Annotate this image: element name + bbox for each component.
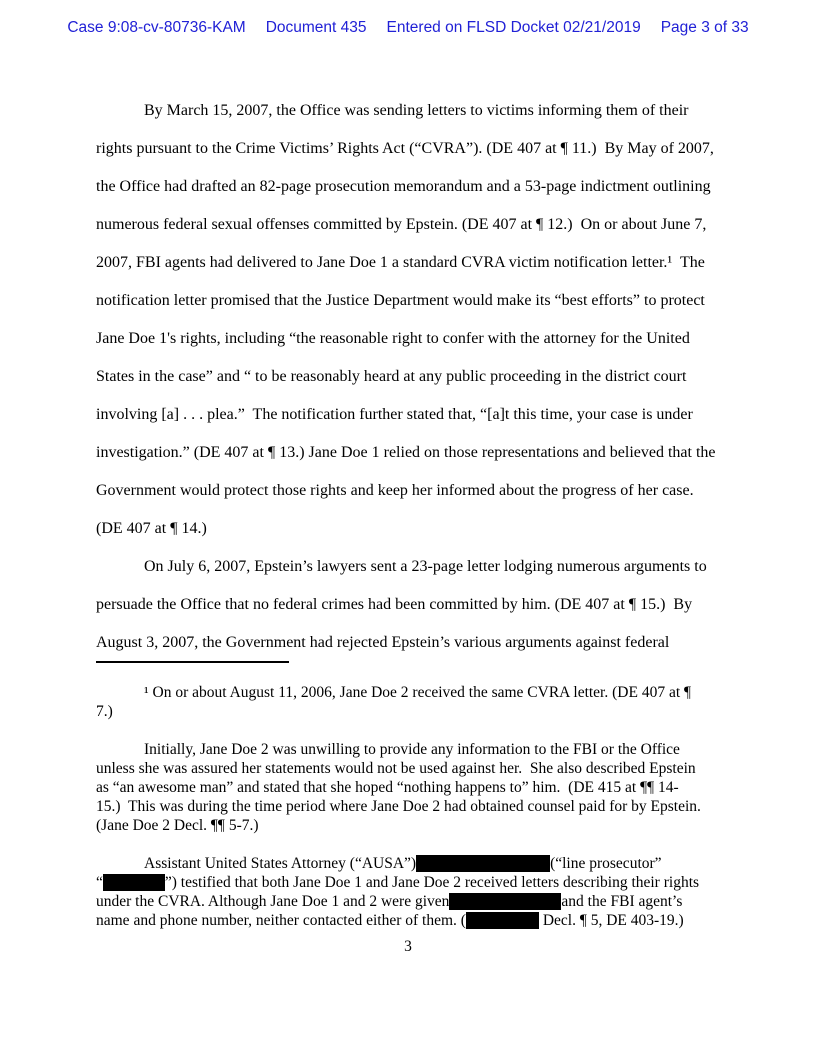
footnotes-section xyxy=(96,683,724,930)
text-segment: and the FBI agent’s xyxy=(561,893,683,910)
footnote-separator-rule xyxy=(96,661,289,663)
footnote-2 xyxy=(96,740,724,835)
redaction-bar xyxy=(449,893,561,910)
body-paragraph-1 xyxy=(96,92,724,548)
text-line: Jane Doe 1's rights, including “the reasonable right to confer with the attorney for the United xyxy=(96,330,690,347)
text-line: States in the case” and “ to be reasonably heard at any public proceeding in the district court xyxy=(96,368,687,385)
docket-stamp-document: Document 435 xyxy=(265,19,367,36)
text-segment: name and phone number, neither contacted either of them. ( xyxy=(96,912,466,929)
text-segment: (“line prosecutor” xyxy=(550,855,662,872)
text-line: involving [a] . . . plea.” The notification further stated that, “[a]t this time, your case is under xyxy=(96,406,693,423)
text-line: By March 15, 2007, the Office was sending letters to victims informing them of their xyxy=(144,102,689,119)
text-line: investigation.” (DE 407 at ¶ 13.) Jane Doe 1 relied on those representations and believed that the xyxy=(96,444,716,461)
docket-stamp-page: Page 3 of 33 xyxy=(660,19,749,36)
text-line: Initially, Jane Doe 2 was unwilling to provide any information to the FBI or the Office xyxy=(144,741,680,758)
docket-stamp-entered: Entered on FLSD Docket 02/21/2019 xyxy=(386,19,641,36)
text-line: (DE 407 at ¶ 14.) xyxy=(96,520,207,537)
text-line xyxy=(96,873,724,892)
text-line: 2007, FBI agents had delivered to Jane Doe 1 a standard CVRA victim notification letter.¹ The xyxy=(96,254,705,271)
text-segment: ”) testified that both Jane Doe 1 and Jane Doe 2 received letters describing their rights xyxy=(164,874,700,891)
document-body xyxy=(96,92,724,662)
page-number: 3 xyxy=(404,938,412,955)
text-line xyxy=(96,911,724,930)
text-segment: under the CVRA. Although Jane Doe 1 and 2 were given xyxy=(96,893,450,910)
text-segment: Decl. ¶ 5, DE 403-19.) xyxy=(538,912,684,929)
text-segment: “ xyxy=(96,874,103,891)
footnote-1 xyxy=(96,683,724,721)
text-line: 15.) This was during the time period where Jane Doe 2 had obtained counsel paid for by Epstein. xyxy=(96,798,701,815)
text-line: (Jane Doe 2 Decl. ¶¶ 5-7.) xyxy=(96,817,259,834)
text-line: ¹ On or about August 11, 2006, Jane Doe 2 received the same CVRA letter. (DE 407 at ¶ xyxy=(144,684,692,701)
redaction-bar xyxy=(103,874,165,891)
text-line xyxy=(96,892,724,911)
text-line: 7.) xyxy=(96,703,113,720)
text-line: On July 6, 2007, Epstein’s lawyers sent a 23-page letter lodging numerous arguments to xyxy=(144,558,707,575)
redaction-bar xyxy=(416,855,550,872)
text-line: persuade the Office that no federal crimes had been committed by him. (DE 407 at ¶ 15.) By xyxy=(96,596,693,613)
text-segment: Assistant United States Attorney (“AUSA”) xyxy=(144,855,417,872)
text-line: rights pursuant to the Crime Victims’ Rights Act (“CVRA”). (DE 407 at ¶ 11.) By May of 2007, xyxy=(96,140,714,157)
body-paragraph-2 xyxy=(96,548,724,662)
text-line: Government would protect those rights and keep her informed about the progress of her case. xyxy=(96,482,694,499)
text-line: unless she was assured her statements would not be used against her. She also described Epstein xyxy=(96,760,696,777)
text-line: notification letter promised that the Justice Department would make its “best efforts” to protect xyxy=(96,292,705,309)
text-line: August 3, 2007, the Government had rejected Epstein’s various arguments against federal xyxy=(96,634,670,651)
footnote-3 xyxy=(96,854,724,930)
text-line: as “an awesome man” and stated that she hoped “nothing happens to” him. (DE 415 at ¶¶ 14- xyxy=(96,779,679,796)
text-line: numerous federal sexual offenses committed by Epstein. (DE 407 at ¶ 12.) On or about June 7, xyxy=(96,216,707,233)
text-line: the Office had drafted an 82-page prosecution memorandum and a 53-page indictment outlining xyxy=(96,178,711,195)
redaction-bar xyxy=(466,912,539,929)
docket-stamp-case: Case 9:08-cv-80736-KAM xyxy=(67,19,246,36)
text-line xyxy=(96,854,724,873)
docket-stamp xyxy=(0,19,816,37)
